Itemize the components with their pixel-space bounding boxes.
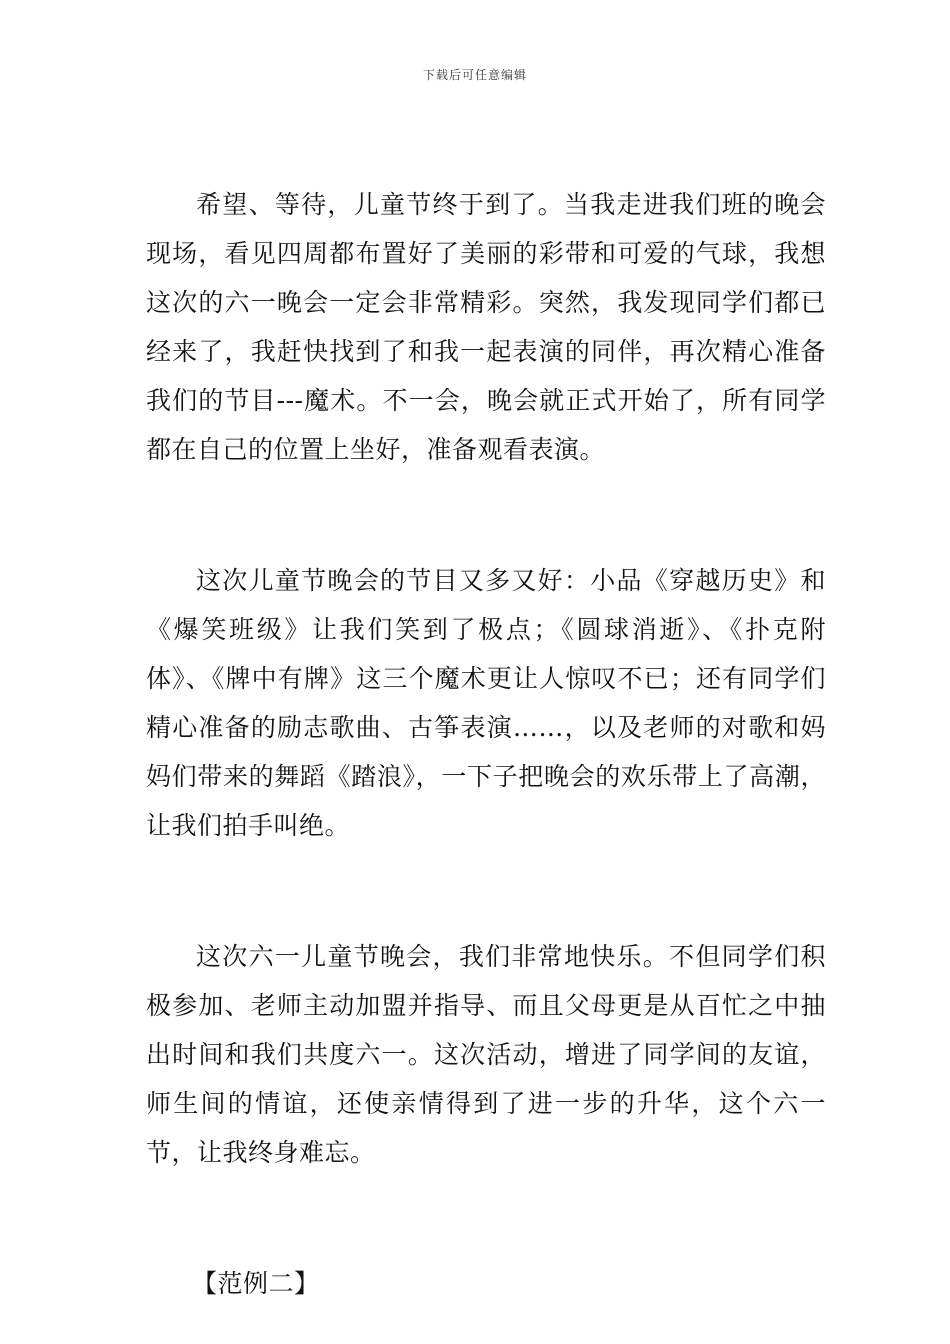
paragraph-3: 这次六一儿童节晚会，我们非常地快乐。不但同学们积极参加、老师主动加盟并指导、而且父母更是从百忙之中抽出时间和我们共度六一。这次活动，增进了同学间的友谊，师生间的情谊，还使亲情得到了进一步的升华，这个六一节，让我终身难忘。 — [146, 942, 826, 1167]
document-body — [146, 180, 826, 1308]
paragraph-1: 希望、等待，儿童节终于到了。当我走进我们班的晚会现场，看见四周都布置好了美丽的彩带和可爱的气球，我想这次的六一晚会一定会非常精彩。突然，我发现同学们都已经来了，我赶快找到了和我一起表演的同伴，再次精心准备我们的节目---魔术。不一会，晚会就正式开始了，所有同学都在自己的位置上坐好，准备观看表演。 — [146, 190, 826, 464]
page-header-note: 下载后可任意编辑 — [422, 68, 527, 82]
paragraph-2: 这次儿童节晚会的节目又多又好：小品《穿越历史》和《爆笑班级》让我们笑到了极点；《圆球消逝》、《扑克附体》、《牌中有牌》这三个魔术更让人惊叹不已；还有同学们精心准备的励志歌曲、古筝表演……，以及老师的对歌和妈妈们带来的舞蹈《踏浪》，一下子把晚会的欢乐带上了高潮，让我们拍手叫绝。 — [146, 566, 826, 840]
section-heading: 【范例二】 — [192, 1269, 320, 1298]
